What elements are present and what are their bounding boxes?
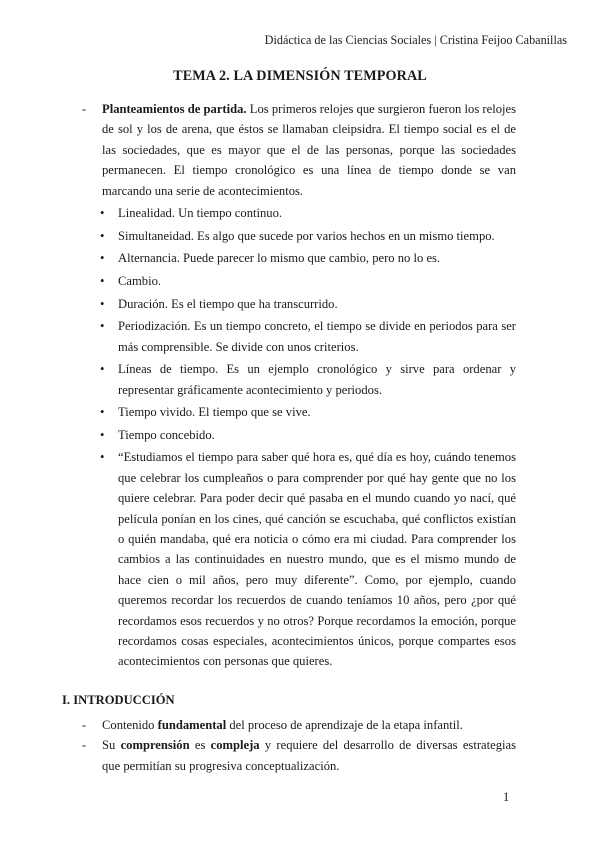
list-item-text: Tiempo concebido. [118,427,215,442]
page-title: TEMA 2. LA DIMENSIÓN TEMPORAL [173,68,427,84]
intro-block [82,99,516,672]
bullet-icon: • [100,362,105,377]
item-text-bold: fundamental [157,718,227,732]
list-item [86,447,516,671]
bullet-icon: • [100,450,105,465]
list-item [86,226,516,246]
intro-lead-text: Los primeros relojes que surgieron fueron los relojes de sol y los de arena, que éstos se llamaban cleipsidra. El tiempo social es el de las sociedades, que es mayor que el de las personas, porque las sociedades permanecen. El tiempo cronológico es una línea de tiempo donde se van marcando una serie de acontecimientos. [102,102,516,198]
running-header: Didáctica de las Ciencias Sociales | Cristina Feijoo Cabanillas [264,33,567,47]
bullet-icon: • [100,296,105,311]
bullet-icon: • [100,427,105,442]
page-number: 1 [503,790,510,804]
list-item [86,425,516,445]
bullet-icon: • [100,274,105,288]
item-text-pre: Contenido [102,718,158,732]
item-text-mid: es [189,738,211,753]
list-item [86,271,516,291]
item-text-pre: Su [102,738,121,753]
list-item-text: Duración. Es el tiempo que ha transcurrido. [118,296,338,311]
list-item [86,359,516,400]
bullet-icon: • [100,206,105,221]
list-item-text: Periodización. Es un tiempo concreto, el tiempo se divide en periodos para ser más comprensible. Se divide con unos criterios. [118,319,516,354]
intro-lead-bold: Planteamientos de partida. [102,102,247,116]
item-text-bold: comprensión [120,738,190,753]
bullet-icon: • [100,251,105,266]
list-item [86,316,516,357]
intro-paragraph [82,99,516,201]
list-item [86,203,516,223]
list-item-text: Alternancia. Puede parecer lo mismo que cambio, pero no lo es. [118,251,441,266]
bullet-icon: • [100,405,105,420]
concept-list [86,203,516,672]
bullet-icon: • [100,319,105,334]
list-item-text: Tiempo vivido. El tiempo que se vive. [118,405,311,420]
list-item [82,735,516,776]
list-item-text: Líneas de tiempo. Es un ejemplo cronológico y sirve para ordenar y representar gráficamente acontecimiento y periodos. [118,362,516,397]
list-item-text: Simultaneidad. Es algo que sucede por varios hechos en un mismo tiempo. [118,228,495,243]
intro-text [86,99,516,201]
section-heading: I. INTRODUCCIÓN [62,693,175,707]
list-dash: - [82,738,87,753]
list-item [86,248,516,268]
list-item-text: Linealidad. Un tiempo continuo. [118,206,283,221]
item-text-post: y requiere del desarrollo de diversas estrategias que permitían su progresiva conceptualización. [102,738,516,773]
list-item-text: “Estudiamos el tiempo para saber qué hora es, qué día es hoy, cuándo tenemos que celebrar los cumpleaños o para comprender por qué hay gente que no los quiere celebrar. Para poder decir qué pasaba en el mundo cuando yo nací, qué película ponían en los cines, qué canción se escuchaba, qué conflictos existían o quién mandaba, qué era noticia o cómo era mi ciudad. Para comprender los cambios a las continuidades en nuestro mundo, que es el mismo mundo de hace cien o mil años, pero muy diferente”. Como, por ejemplo, cuando queremos recordar los recuerdos de cuando teníamos 10 años, pero ¿por qué recordamos esos recuerdos y no otros? Porque recordamos la emoción, porque recordamos cosas especiales, acontecimientos únicos, porque compartes esos acontecimientos con personas que quieres. [118,450,516,669]
list-item [86,402,516,422]
list-dash: - [82,718,87,732]
list-item [86,294,516,314]
item-text-mid: del proceso de aprendizaje de la etapa infantil. [226,718,463,732]
list-item [82,715,516,735]
section-list [82,715,516,776]
list-dash: - [82,102,87,116]
bullet-icon: • [100,228,105,243]
list-item-text: Cambio. [118,274,162,288]
item-text-bold: compleja [210,738,260,753]
